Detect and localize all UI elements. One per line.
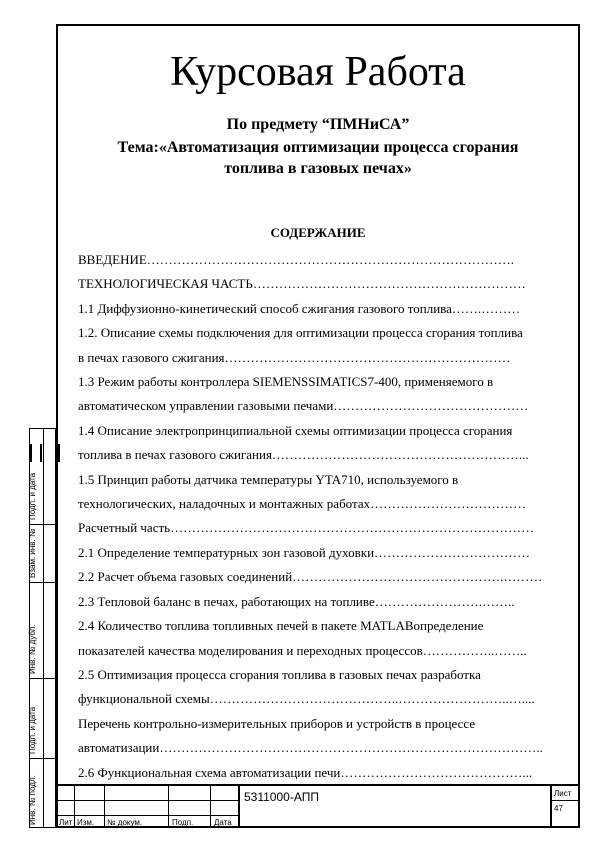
topic-line: Тема:«Автоматизация оптимизации процесса сгорания [117, 139, 519, 156]
side-label: Подп. и дата [28, 472, 37, 520]
side-cell [30, 583, 55, 679]
toc-entry: ВВЕДЕНИЕ…………………………………………………………………………. [78, 252, 515, 267]
col-doc-number: № докум. [107, 818, 143, 827]
toc-entry: показателей качества моделирования и переходных процессов……………..…….. [78, 642, 527, 658]
toc-entry: 2.4 Количество топлива топливных печей в пакете MATLABопределение [78, 618, 484, 634]
toc-entry: топлива в печах газового сжигания…………………………………………………... [78, 447, 529, 463]
toc-heading: СОДЕРЖАНИЕ [270, 225, 366, 240]
col-lit: Лит [59, 818, 73, 827]
toc-entry: 1.5 Принцип работы датчика температуры YTA710, используемого в [78, 471, 459, 487]
side-label: Взам. инв. № [28, 528, 37, 578]
toc-entry: 1.4 Описание электропринципиальной схемы оптимизации процесса сгорания [78, 422, 513, 438]
topic-line: топлива в газовых печах» [224, 160, 412, 177]
side-cell [30, 429, 55, 525]
toc-entry: автоматическом управлении газовыми печами……………………………………… [78, 398, 529, 414]
side-cell [30, 759, 55, 829]
toc-entry: ТЕХНОЛОГИЧЕСКАЯ ЧАСТЬ……………………………………………………… [78, 276, 526, 292]
subject-line: По предмету “ПМНиСА” [226, 116, 410, 133]
col-izm: Изм. [77, 818, 95, 827]
toc-entry: 1.2. Описание схемы подключения для оптимизации процесса сгорания топлива [78, 325, 523, 341]
side-stamp-column [29, 428, 56, 828]
toc-entry: автоматизации…………………………………………………………………………….. [78, 740, 543, 756]
side-label: Подп. и дата [28, 706, 37, 754]
toc-entry: 1.1 Диффузионно-кинетический способ сжигания газового топлива…….……… [78, 300, 521, 316]
toc-entry: 2.2 Расчет объема газовых соединений………………………………………….……… [78, 569, 543, 585]
document-title: Курсовая Работа [170, 49, 466, 95]
toc-entry: 1.3 Режим работы контроллера SIEMENSSIMATICS7-400, применяемого в [78, 374, 494, 390]
toc-entry: функциональной схемы……………………………………..……………………..….... [78, 691, 535, 707]
topic [80, 137, 556, 179]
toc-entry: в печах газового сжигания………………………………………………………… [78, 349, 511, 365]
side-label: Инв. № подл. [28, 775, 37, 825]
document-code: 5311000-АПП [244, 790, 319, 804]
toc-entry: 2.5 Оптимизация процесса сгорания топлива в газовых печах разработка [78, 666, 481, 682]
sheet-label: Лист [554, 789, 572, 798]
table-of-contents [78, 248, 566, 785]
title-block [56, 784, 580, 828]
toc-entry: Перечень контрольно-измерительных приборов и устройств в процессе [78, 715, 476, 731]
toc-entry: технологических, наладочных и монтажных работах……………………………… [78, 496, 527, 512]
toc-entry: 2.6 Функциональная схема автоматизации печи……………………………………... [78, 764, 533, 780]
col-signature: Подп. [172, 818, 194, 827]
sheet-number: 47 [554, 804, 563, 813]
side-label: Инв. № дубл. [28, 624, 37, 674]
toc-entry: 2.1 Определение температурных зон газовой духовки……………………………… [78, 544, 531, 560]
side-cell [30, 679, 55, 759]
col-date: Дата [214, 818, 232, 827]
toc-entry: Расчетный часть………………………………………………………………………… [78, 520, 535, 536]
side-cell [30, 525, 55, 583]
toc-entry: 2.3 Тепловой баланс в печах, работающих на топливе…………………….…….. [78, 593, 515, 609]
